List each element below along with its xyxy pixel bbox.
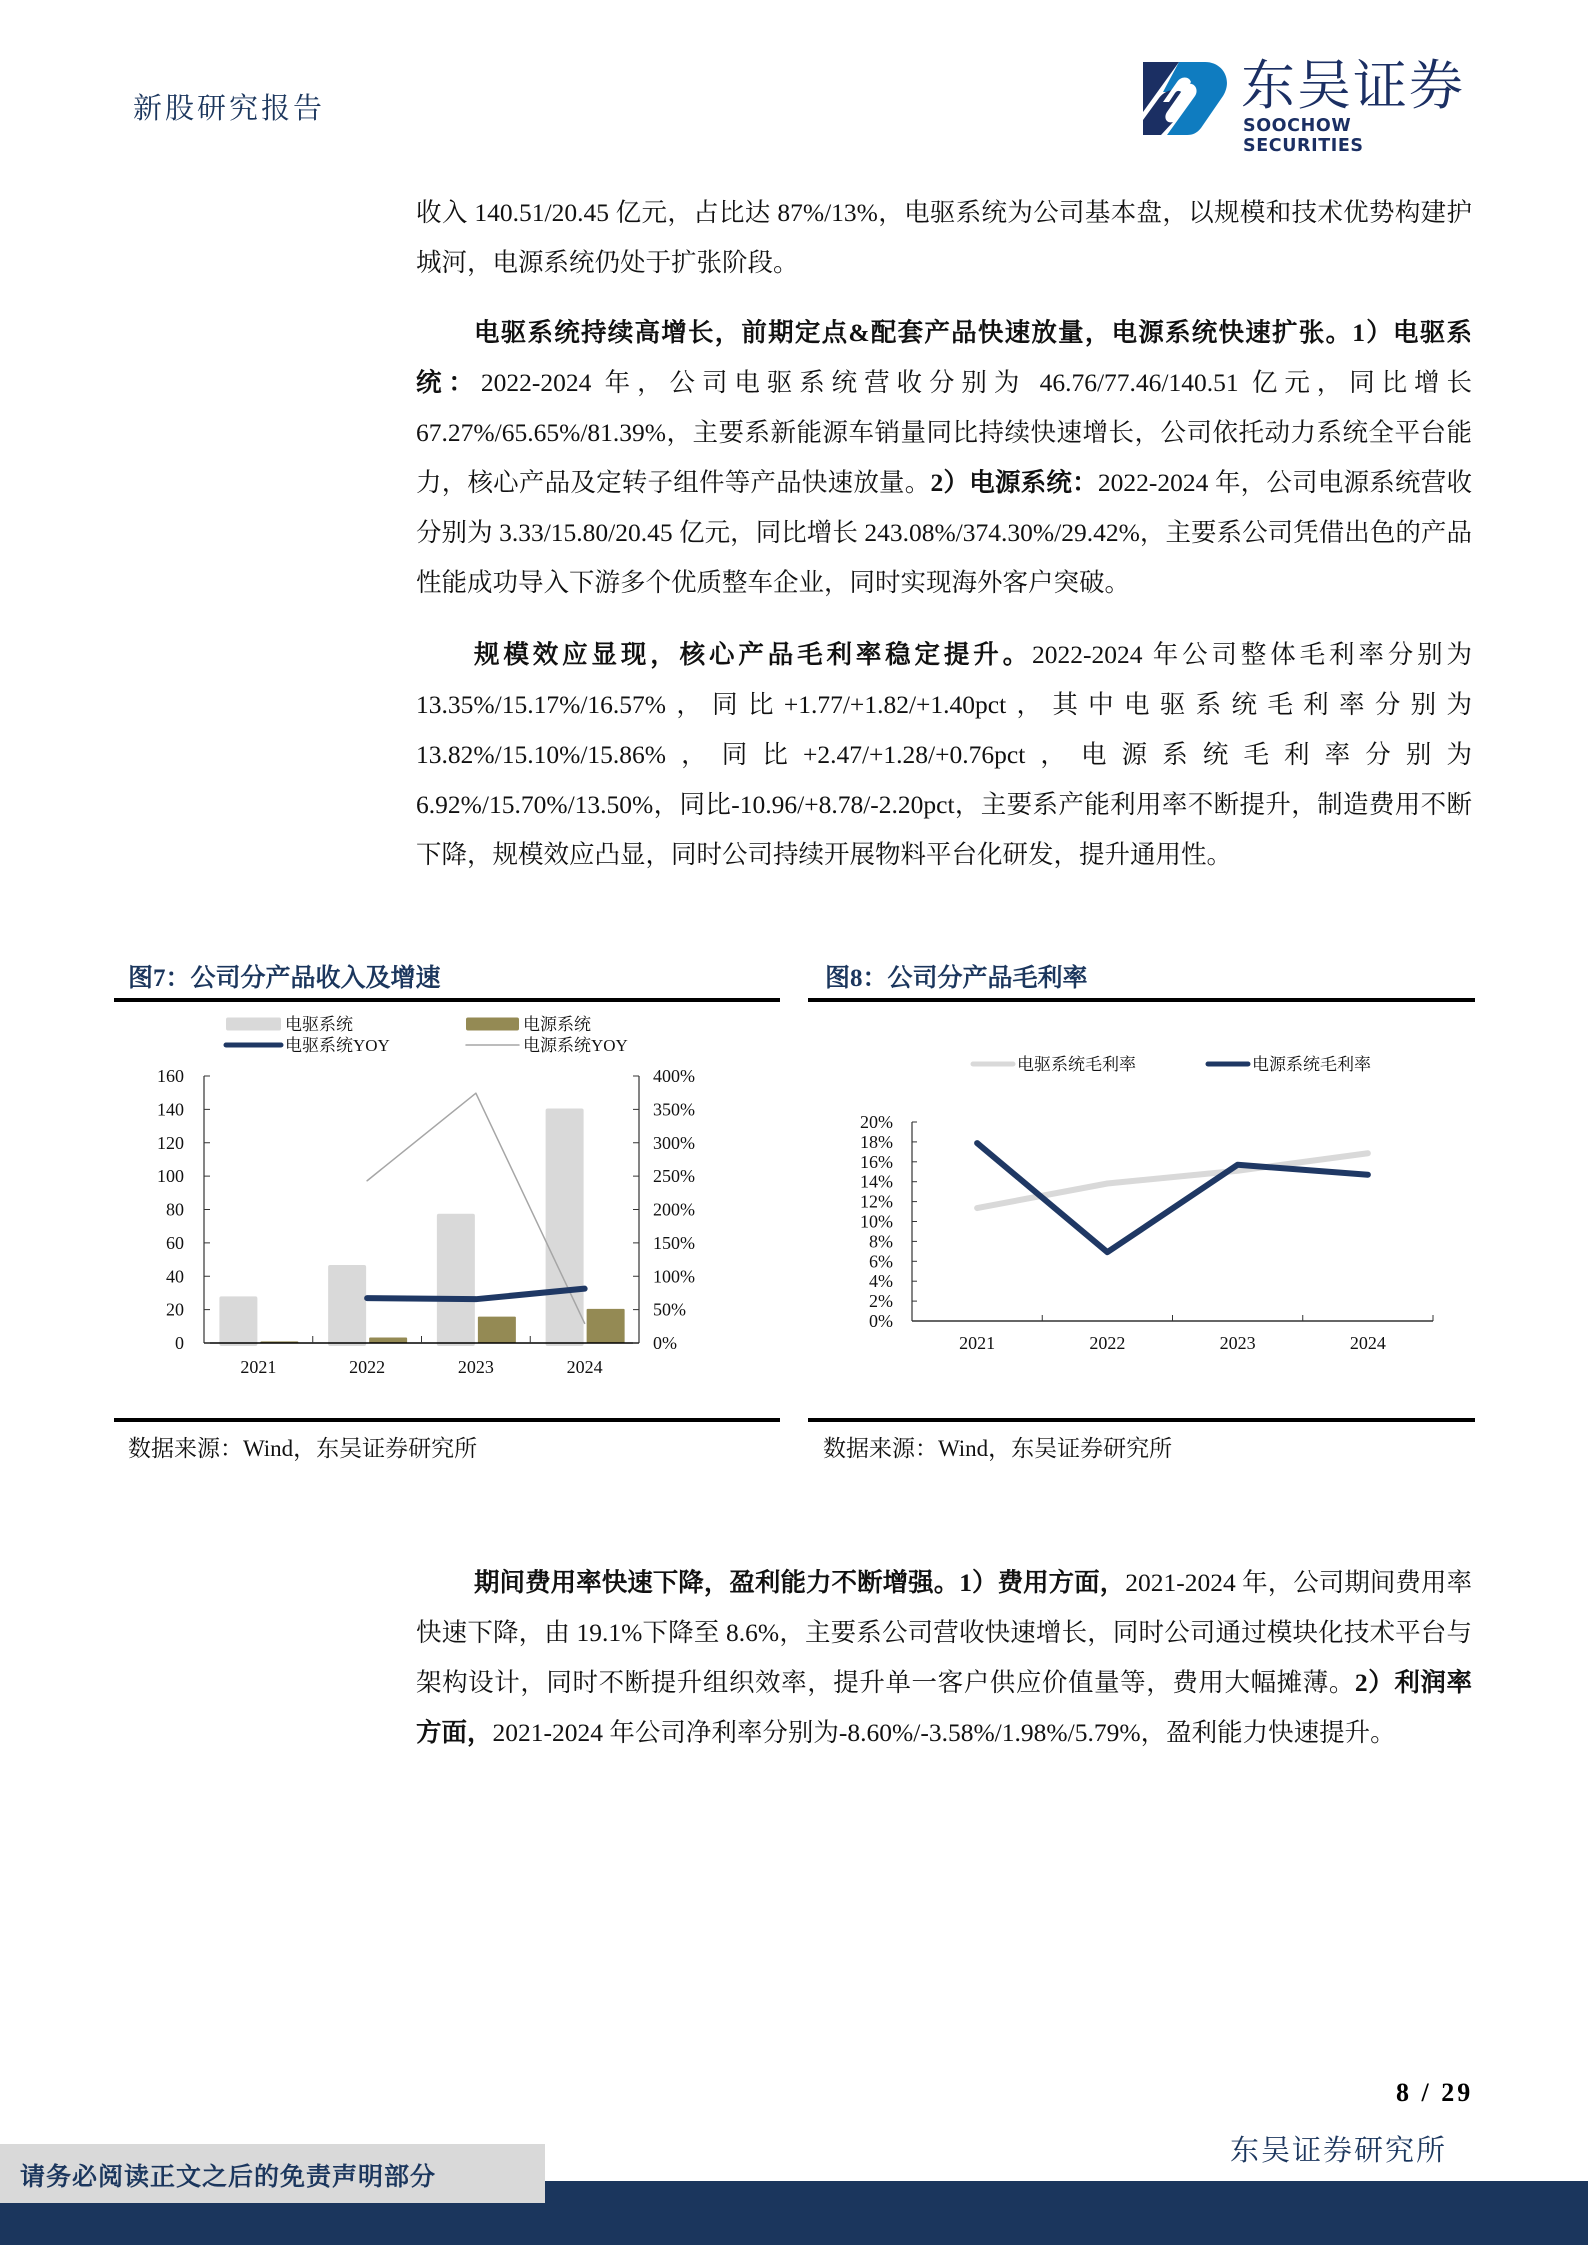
soochow-logo-icon xyxy=(1143,62,1231,135)
y-tick-label: 16% xyxy=(860,1151,893,1172)
figure-7-source: 数据来源：Wind，东吴证券研究所 xyxy=(128,1436,478,1461)
paragraph-gross-margin xyxy=(416,630,1472,880)
disclaimer-box xyxy=(0,2144,545,2203)
legend-label: 电驱系统毛利率 xyxy=(1017,1055,1136,1074)
legend-label: 电源系统YOY xyxy=(523,1036,628,1055)
y-left-tick-label: 20 xyxy=(166,1299,184,1320)
y-left-tick-label: 120 xyxy=(157,1132,184,1153)
legend-label: 电源系统毛利率 xyxy=(1252,1055,1371,1074)
x-tick-label: 2022 xyxy=(349,1357,386,1377)
margin-line xyxy=(977,1153,1368,1208)
paragraph-body: 2022-2024 年公司整体毛利率分别为 13.35%/15.17%/16.57%，同比+1.77/+1.82/+1.40pct，其中电驱系统毛利率分别为 13.82%/15.10%/15.86%，同比+2.47/+1.28/+0.76pct，电源系统毛利率分别为 6.92%/15.70%/13.50%，同比-10.96/+8.78/-2.20pct，主要系产能利用率不断提升，制造费用不断下降，规模效应凸显，同时公司持续开展物料平台化研发，提升通用性。 xyxy=(416,640,1472,869)
figure-7-chart xyxy=(114,1002,780,1418)
y-tick-label: 10% xyxy=(860,1211,893,1232)
logo-name-cn: 东吴证券 xyxy=(1241,54,1465,117)
paragraph-body: 2022-2024 年，公司电驱系统营收分别为 46.76/77.46/140.51 亿元，同比增长 67.27%/65.65%/81.39%，主要系新能源车销量同比持续快速增长，公司依托动力系统全平台能力，核心产品及定转子组件等产品快速放量。 xyxy=(416,368,1472,497)
legend-label: 电驱系统YOY xyxy=(285,1036,390,1055)
y-right-tick-label: 350% xyxy=(653,1099,695,1120)
y-right-tick-label: 100% xyxy=(653,1266,695,1287)
y-tick-label: 4% xyxy=(869,1271,893,1292)
report-type-label: 新股研究报告 xyxy=(133,93,326,125)
x-tick-label: 2024 xyxy=(1349,1333,1386,1353)
figure-7-bottom-rule xyxy=(114,1418,780,1422)
y-tick-label: 0% xyxy=(869,1311,893,1331)
y-right-tick-label: 0% xyxy=(653,1333,677,1353)
y-tick-label: 20% xyxy=(860,1112,893,1132)
legend-label: 电源系统 xyxy=(523,1015,591,1034)
paragraph-expense-profit xyxy=(416,1558,1472,1758)
y-right-tick-label: 150% xyxy=(653,1232,695,1253)
bar-drive-system xyxy=(437,1214,475,1346)
x-tick-label: 2023 xyxy=(457,1357,494,1377)
figure-8-chart xyxy=(808,1002,1475,1418)
paragraph-revenue-share xyxy=(416,188,1472,288)
bar-drive-system xyxy=(219,1296,257,1346)
y-left-tick-label: 60 xyxy=(166,1232,184,1253)
y-left-tick-label: 40 xyxy=(166,1266,184,1287)
x-tick-label: 2023 xyxy=(1219,1333,1256,1353)
x-tick-label: 2021 xyxy=(959,1333,996,1353)
bar-power-system xyxy=(478,1317,516,1343)
paragraph-body-2: 2022-2024 年，公司电源系统营收分别为 3.33/15.80/20.45 亿元，同比增长 243.08%/374.30%/29.42%，主要系公司凭借出色的产品性能成功导入下游多个优质整车企业，同时实现海外客户突破。 xyxy=(416,468,1472,597)
y-left-tick-label: 140 xyxy=(157,1099,184,1120)
x-tick-label: 2021 xyxy=(240,1357,277,1377)
y-right-tick-label: 50% xyxy=(653,1299,686,1320)
paragraph-body: 2021-2024 年，公司期间费用率快速下降，由 19.1%下降至 8.6%，主要系公司营收快速增长，同时公司通过模块化技术平台与架构设计，同时不断提升组织效率，提升单一客户供应价值量等，费用大幅摊薄。 xyxy=(416,1568,1472,1697)
y-tick-label: 18% xyxy=(860,1131,893,1152)
paragraph-body-2: 2021-2024 年公司净利率分别为-8.60%/-3.58%/1.98%/5.79%，盈利能力快速提升。 xyxy=(492,1718,1396,1747)
y-right-tick-label: 200% xyxy=(653,1199,695,1220)
paragraph-drive-power-growth xyxy=(416,308,1472,608)
logo-name-en: SOOCHOW SECURITIES xyxy=(1243,116,1364,156)
y-tick-label: 8% xyxy=(869,1231,893,1252)
y-tick-label: 12% xyxy=(860,1191,893,1212)
y-tick-label: 14% xyxy=(860,1171,893,1192)
legend-swatch xyxy=(466,1018,519,1031)
paragraph-body: 收入 140.51/20.45 亿元，占比达 87%/13%，电驱系统为公司基本盘，以规模和技术优势构建护城河，电源系统仍处于扩张阶段。 xyxy=(416,198,1472,277)
y-left-tick-label: 100 xyxy=(157,1166,184,1187)
paragraph-lead-2: 2）利润率方面， xyxy=(416,1668,1472,1747)
figure-8-source: 数据来源：Wind，东吴证券研究所 xyxy=(823,1436,1173,1461)
bar-power-system xyxy=(587,1309,625,1343)
paragraph-lead: 电驱系统持续高增长，前期定点&配套产品快速放量，电源系统快速扩张。1）电驱系统： xyxy=(416,318,1472,397)
paragraph-lead: 期间费用率快速下降，盈利能力不断增强。1）费用方面， xyxy=(474,1568,1126,1597)
legend-swatch xyxy=(226,1018,281,1031)
figure-8-bottom-rule xyxy=(808,1418,1475,1422)
page-number: 8 / 29 xyxy=(1396,2078,1474,2107)
figure-7-title: 图7：公司分产品收入及增速 xyxy=(128,965,441,992)
y-right-tick-label: 250% xyxy=(653,1166,695,1187)
bar-drive-system xyxy=(328,1265,366,1346)
y-tick-label: 2% xyxy=(869,1291,893,1312)
y-right-tick-label: 300% xyxy=(653,1132,695,1153)
y-left-tick-label: 0 xyxy=(175,1333,184,1353)
figure-8-title: 图8：公司分产品毛利率 xyxy=(825,965,1088,992)
paragraph-lead-2: 2）电源系统： xyxy=(930,468,1098,497)
x-tick-label: 2022 xyxy=(1089,1333,1126,1353)
x-tick-label: 2024 xyxy=(566,1357,603,1377)
legend-label: 电驱系统 xyxy=(285,1015,353,1034)
bar-power-system xyxy=(369,1337,407,1343)
y-right-tick-label: 400% xyxy=(653,1066,695,1086)
y-tick-label: 6% xyxy=(869,1251,893,1272)
footer-org-name: 东吴证券研究所 xyxy=(1230,2135,1448,2167)
y-left-tick-label: 80 xyxy=(166,1199,184,1220)
paragraph-lead: 规模效应显现，核心产品毛利率稳定提升。 xyxy=(474,640,1033,669)
soochow-logo xyxy=(1143,54,1473,156)
y-left-tick-label: 160 xyxy=(157,1066,184,1086)
disclaimer-text: 请务必阅读正文之后的免责声明部分 xyxy=(20,2164,437,2191)
